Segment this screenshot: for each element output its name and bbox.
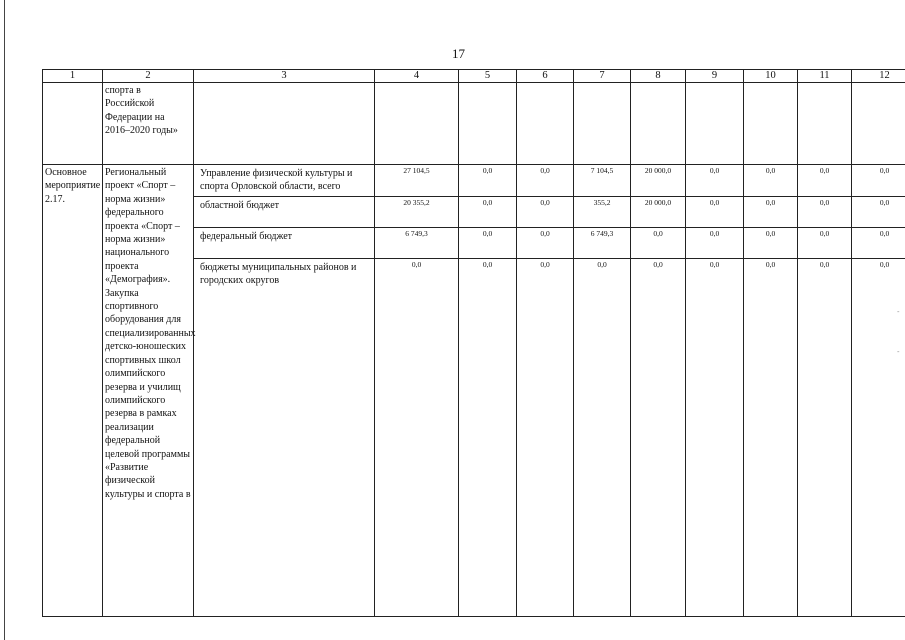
table-cell xyxy=(517,83,574,165)
amount-cell: 0,0 xyxy=(852,259,905,617)
amount-cell: 0,0 xyxy=(852,197,905,228)
table-cell xyxy=(459,83,517,165)
amount-cell: 6 749,3 xyxy=(375,228,459,259)
column-header-6: 6 xyxy=(517,70,574,83)
amount-cell: 0,0 xyxy=(459,165,517,197)
amount-cell: 20 000,0 xyxy=(631,197,686,228)
amount-cell: 355,2 xyxy=(574,197,631,228)
column-header-3: 3 xyxy=(194,70,375,83)
column-header-12: 12 xyxy=(852,70,905,83)
activity-name: Региональный проект «Спорт – норма жизни» федерального проекта «Спорт – норма жизни» национального проекта «Демография». Закупка спортивного оборудования для специализированных детско-юношеских спортивных школ олимпийского резерва и училищ олимпийского резерва в рамках реализации федеральной целевой программы «Развитие физической культуры и спорта в xyxy=(103,165,194,617)
activity-label: Основное мероприятие 2.17. xyxy=(43,165,103,617)
table-cell xyxy=(43,83,103,165)
amount-cell: 0,0 xyxy=(798,197,852,228)
table-cell xyxy=(852,83,905,165)
amount-cell: 20 000,0 xyxy=(631,165,686,197)
column-header-11: 11 xyxy=(798,70,852,83)
amount-cell: 0,0 xyxy=(744,259,798,617)
amount-cell: 0,0 xyxy=(686,228,744,259)
column-header-9: 9 xyxy=(686,70,744,83)
amount-cell: 0,0 xyxy=(798,165,852,197)
budget-table xyxy=(42,69,905,617)
margin-mark: - xyxy=(897,308,900,316)
funding-row-total xyxy=(43,165,905,197)
column-header-5: 5 xyxy=(459,70,517,83)
column-header-10: 10 xyxy=(744,70,798,83)
table-cell xyxy=(686,83,744,165)
column-number-row xyxy=(43,70,905,83)
amount-cell: 0,0 xyxy=(852,228,905,259)
amount-cell: 20 355,2 xyxy=(375,197,459,228)
amount-cell: 7 104,5 xyxy=(574,165,631,197)
table-cell xyxy=(574,83,631,165)
amount-cell: 0,0 xyxy=(517,259,574,617)
table-cell xyxy=(744,83,798,165)
amount-cell: 0,0 xyxy=(517,165,574,197)
amount-cell: 0,0 xyxy=(459,228,517,259)
column-header-7: 7 xyxy=(574,70,631,83)
amount-cell: 0,0 xyxy=(686,259,744,617)
amount-cell: 0,0 xyxy=(517,228,574,259)
funding-source: Управление физической культуры и спорта Орловской области, всего xyxy=(194,165,375,197)
amount-cell: 0,0 xyxy=(744,165,798,197)
amount-cell: 0,0 xyxy=(517,197,574,228)
amount-cell: 0,0 xyxy=(852,165,905,197)
funding-source: федеральный бюджет xyxy=(194,228,375,259)
table-cell xyxy=(631,83,686,165)
amount-cell: 0,0 xyxy=(686,197,744,228)
amount-cell: 0,0 xyxy=(459,197,517,228)
column-header-4: 4 xyxy=(375,70,459,83)
column-header-1: 1 xyxy=(43,70,103,83)
continuation-row xyxy=(43,83,905,165)
amount-cell: 6 749,3 xyxy=(574,228,631,259)
continuation-program-name: спорта в Российской Федерации на 2016–2020 годы» xyxy=(103,83,194,165)
amount-cell: 0,0 xyxy=(798,228,852,259)
amount-cell: 27 104,5 xyxy=(375,165,459,197)
margin-mark: - xyxy=(897,348,900,356)
amount-cell: 0,0 xyxy=(631,259,686,617)
table-cell xyxy=(194,83,375,165)
amount-cell: 0,0 xyxy=(631,228,686,259)
left-margin-rule xyxy=(4,0,5,640)
table-cell xyxy=(798,83,852,165)
funding-source: бюджеты муниципальных районов и городских округов xyxy=(194,259,375,617)
amount-cell: 0,0 xyxy=(744,228,798,259)
amount-cell: 0,0 xyxy=(459,259,517,617)
amount-cell: 0,0 xyxy=(744,197,798,228)
amount-cell: 0,0 xyxy=(798,259,852,617)
column-header-2: 2 xyxy=(103,70,194,83)
amount-cell: 0,0 xyxy=(574,259,631,617)
amount-cell: 0,0 xyxy=(686,165,744,197)
funding-source: областной бюджет xyxy=(194,197,375,228)
table-cell xyxy=(375,83,459,165)
amount-cell: 0,0 xyxy=(375,259,459,617)
page-number: 17 xyxy=(452,46,465,61)
column-header-8: 8 xyxy=(631,70,686,83)
